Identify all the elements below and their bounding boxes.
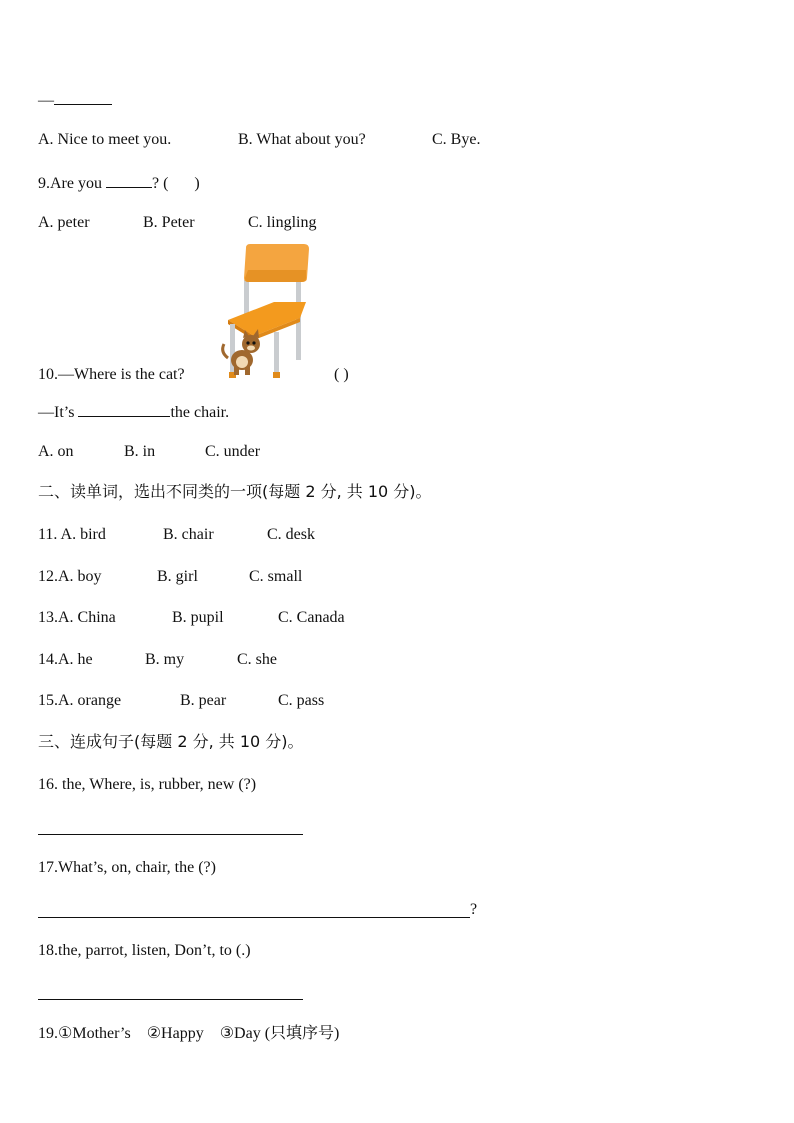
q10-answer-line: —It’s the chair. bbox=[38, 400, 229, 423]
q13-option-b: B. pupil bbox=[172, 609, 224, 626]
q17-end-mark: ? bbox=[470, 901, 478, 918]
q9-question: 9.Are you ? ( ) bbox=[38, 171, 200, 194]
q15-option-a: 15.A. orange bbox=[38, 692, 122, 709]
q15-option-c: C. pass bbox=[278, 692, 325, 709]
q15-option-b: B. pear bbox=[180, 692, 227, 709]
q9-option-b: B. Peter bbox=[143, 214, 195, 231]
q11-option-b: B. chair bbox=[163, 526, 214, 543]
q10-answer-paren: ( ) bbox=[334, 366, 349, 383]
q17-prompt: 17.What’s, on, chair, the (?) bbox=[38, 859, 216, 876]
q18-answer-line bbox=[38, 999, 303, 1000]
answer-blank bbox=[78, 400, 170, 417]
section-3-heading: 三、连成句子(每题 2 分, 共 10 分)。 bbox=[38, 732, 304, 751]
q10-option-b: B. in bbox=[124, 443, 156, 460]
q16-answer-line bbox=[38, 834, 303, 835]
q10-option-a: A. on bbox=[38, 443, 74, 460]
q9-option-a: A. peter bbox=[38, 214, 90, 231]
q18-prompt: 18.the, parrot, listen, Don’t, to (.) bbox=[38, 942, 251, 959]
cat-icon bbox=[223, 329, 260, 375]
q8-option-a: A. Nice to meet you. bbox=[38, 131, 172, 148]
q11-option-c: C. desk bbox=[267, 526, 315, 543]
q10-question: 10.—Where is the cat? bbox=[38, 366, 185, 383]
q17-answer-line bbox=[38, 917, 470, 918]
q14-option-b: B. my bbox=[145, 651, 185, 668]
section-2-heading: 二、读单词，选出不同类的一项(每题 2 分, 共 10 分)。 bbox=[38, 482, 432, 501]
q12-option-b: B. girl bbox=[157, 568, 198, 585]
answer-blank bbox=[106, 171, 152, 188]
chair-cat-illustration bbox=[214, 240, 314, 380]
dash: — bbox=[38, 92, 54, 109]
q14-option-a: 14.A. he bbox=[38, 651, 93, 668]
q12-option-a: 12.A. boy bbox=[38, 568, 102, 585]
q8-option-b: B. What about you? bbox=[238, 131, 366, 148]
q13-option-a: 13.A. China bbox=[38, 609, 116, 626]
q13-option-c: C. Canada bbox=[278, 609, 345, 626]
q11-option-a: 11. A. bird bbox=[38, 526, 106, 543]
q16-prompt: 16. the, Where, is, rubber, new (?) bbox=[38, 776, 257, 793]
q8-answer-line bbox=[38, 88, 112, 111]
q9-option-c: C. lingling bbox=[248, 214, 317, 231]
q19-prompt: 19.①Mother’s ②Happy ③Day (只填序号) bbox=[38, 1025, 340, 1042]
q12-option-c: C. small bbox=[249, 568, 303, 585]
q14-option-c: C. she bbox=[237, 651, 277, 668]
chair-leg bbox=[274, 332, 279, 376]
answer-blank bbox=[54, 88, 112, 105]
q8-option-c: C. Bye. bbox=[432, 131, 481, 148]
q10-option-c: C. under bbox=[205, 443, 261, 460]
